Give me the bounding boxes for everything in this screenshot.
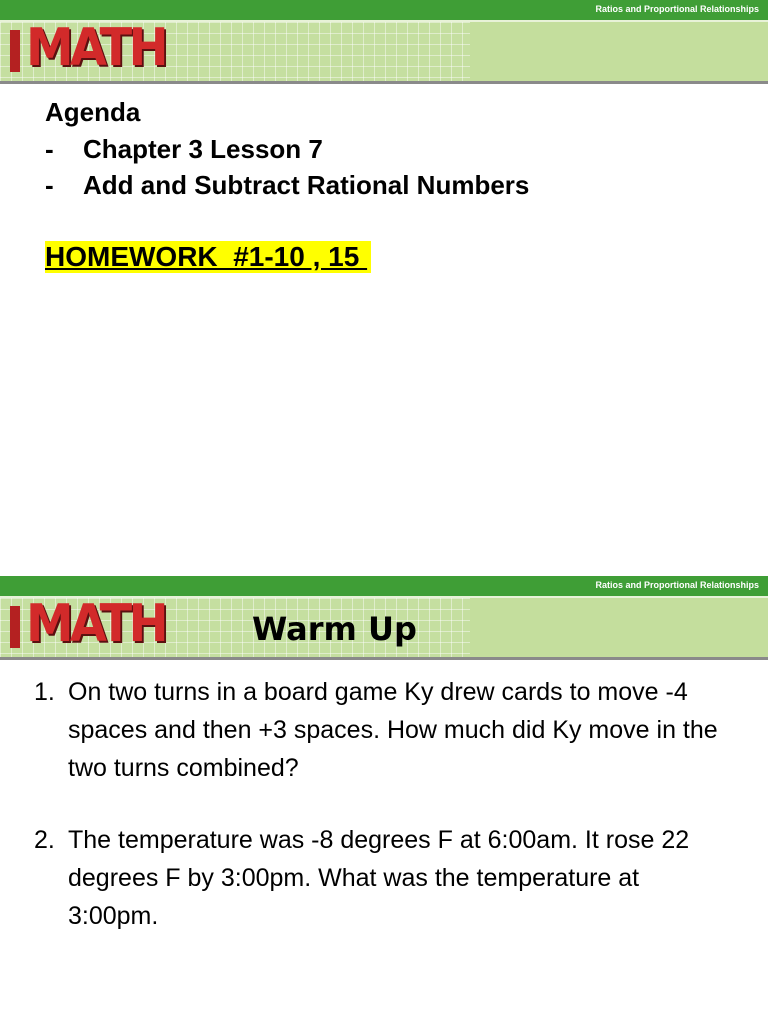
agenda-item — [45, 131, 529, 167]
homework-highlight: HOMEWORK #1-10 , 15 — [45, 241, 371, 273]
math-logo — [6, 594, 165, 656]
question-item — [34, 821, 734, 935]
question-text: The temperature was -8 degrees F at 6:00am. It rose 22 degrees F by 3:00pm. What was the temperature at 3:00pm. — [68, 826, 690, 930]
warm-up-slide — [0, 576, 768, 1024]
question-list — [34, 673, 734, 935]
subject-label: Ratios and Proportional Relationships — [595, 580, 759, 590]
banner-fade — [470, 598, 768, 657]
header-bar — [0, 576, 768, 596]
agenda-item-text: Chapter 3 Lesson 7 — [83, 134, 323, 164]
banner-fade — [470, 22, 768, 81]
agenda-item — [45, 167, 529, 203]
logo-side-strip — [10, 30, 20, 72]
question-item — [34, 673, 734, 787]
bullet-dash: - — [45, 170, 54, 200]
subject-label: Ratios and Proportional Relationships — [595, 4, 759, 14]
question-text: On two turns in a board game Ky drew cards to move -4 spaces and then +3 spaces. How much did Ky move in the two turns combined? — [68, 678, 718, 782]
question-number: 1. — [34, 678, 55, 706]
header-bar — [0, 0, 768, 20]
title-banner — [0, 20, 768, 84]
logo-text: MATH — [26, 594, 165, 654]
agenda-list — [45, 131, 529, 203]
agenda-item-text: Add and Subtract Rational Numbers — [83, 170, 530, 200]
logo-text: MATH — [26, 18, 165, 78]
slide-title: Warm Up — [252, 610, 417, 648]
bullet-dash: - — [45, 134, 54, 164]
math-logo — [6, 18, 165, 80]
question-number: 2. — [34, 826, 55, 854]
logo-side-strip — [10, 606, 20, 648]
agenda-title: Agenda — [45, 97, 141, 127]
